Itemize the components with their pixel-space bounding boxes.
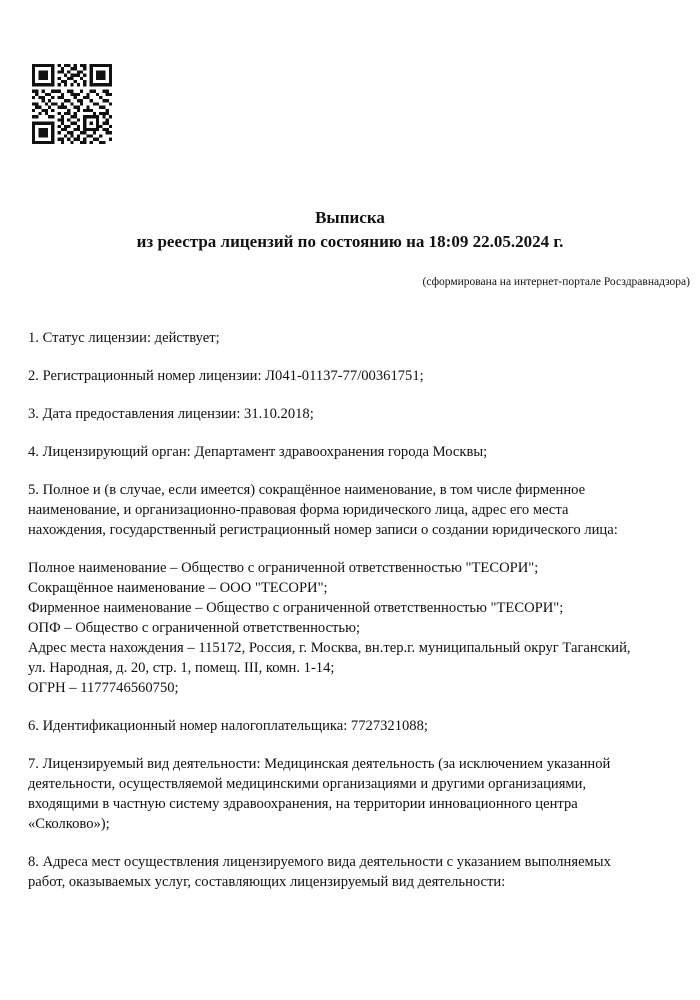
text-line: наименование, и организационно-правовая форма юридического лица, адрес его места <box>28 502 569 518</box>
source-note: (сформирована на интернет-портале Росздравнадзора) <box>422 276 690 288</box>
text-line: входящими в частную систему здравоохранения, на территории инновационного центра <box>28 796 578 812</box>
address-line-1: Адрес места нахождения – 115172, Россия, г. Москва, вн.тер.г. муниципальный округ Таганский, <box>28 640 631 656</box>
text-line: 8. Адреса мест осуществления лицензируемого вида деятельности с указанием выполняемых <box>28 854 611 870</box>
qr-code-image <box>32 64 112 144</box>
text-line: 7. Лицензируемый вид деятельности: Медицинская деятельность (за исключением указанной <box>28 756 611 772</box>
brand-name: Фирменное наименование – Общество с ограниченной ответственностью "ТЕСОРИ"; <box>28 600 564 616</box>
document-subtitle: из реестра лицензий по состоянию на 18:09 22.05.2024 г. <box>136 232 564 251</box>
licensing-authority: 4. Лицензирующий орган: Департамент здравоохранения города Москвы; <box>28 444 488 460</box>
text-line: «Сколково»); <box>28 816 110 832</box>
organization-details <box>28 558 690 698</box>
ogrn: ОГРН – 1177746560750; <box>28 680 179 696</box>
license-status: 1. Статус лицензии: действует; <box>28 330 220 346</box>
activity-addresses <box>28 852 690 892</box>
text-line: нахождения, государственный регистрационный номер записи о создании юридического лица: <box>28 522 618 538</box>
licensed-activity <box>28 754 690 834</box>
text-line: деятельности, осуществляемой медицинскими организациями и другими организациями, <box>28 776 587 792</box>
item-5-heading <box>28 480 690 540</box>
full-name: Полное наименование – Общество с ограниченной ответственностью "ТЕСОРИ"; <box>28 560 539 576</box>
document-body <box>28 328 690 892</box>
license-reg-number: 2. Регистрационный номер лицензии: Л041-01137-77/00361751; <box>28 368 424 384</box>
address-line-2: ул. Народная, д. 20, стр. 1, помещ. III, комн. 1-14; <box>28 660 335 676</box>
license-issue-date: 3. Дата предоставления лицензии: 31.10.2018; <box>28 406 314 422</box>
text-line: работ, оказываемых услуг, составляющих лицензируемый вид деятельности: <box>28 874 506 890</box>
taxpayer-id: 6. Идентификационный номер налогоплательщика: 7727321088; <box>28 718 428 734</box>
text-line: 5. Полное и (в случае, если имеется) сокращённое наименование, в том числе фирменное <box>28 482 586 498</box>
document-title: Выписка <box>315 208 385 227</box>
legal-form: ОПФ – Общество с ограниченной ответственностью; <box>28 620 361 636</box>
short-name: Сокращённое наименование – ООО "ТЕСОРИ"; <box>28 580 328 596</box>
qr-code <box>32 64 112 144</box>
